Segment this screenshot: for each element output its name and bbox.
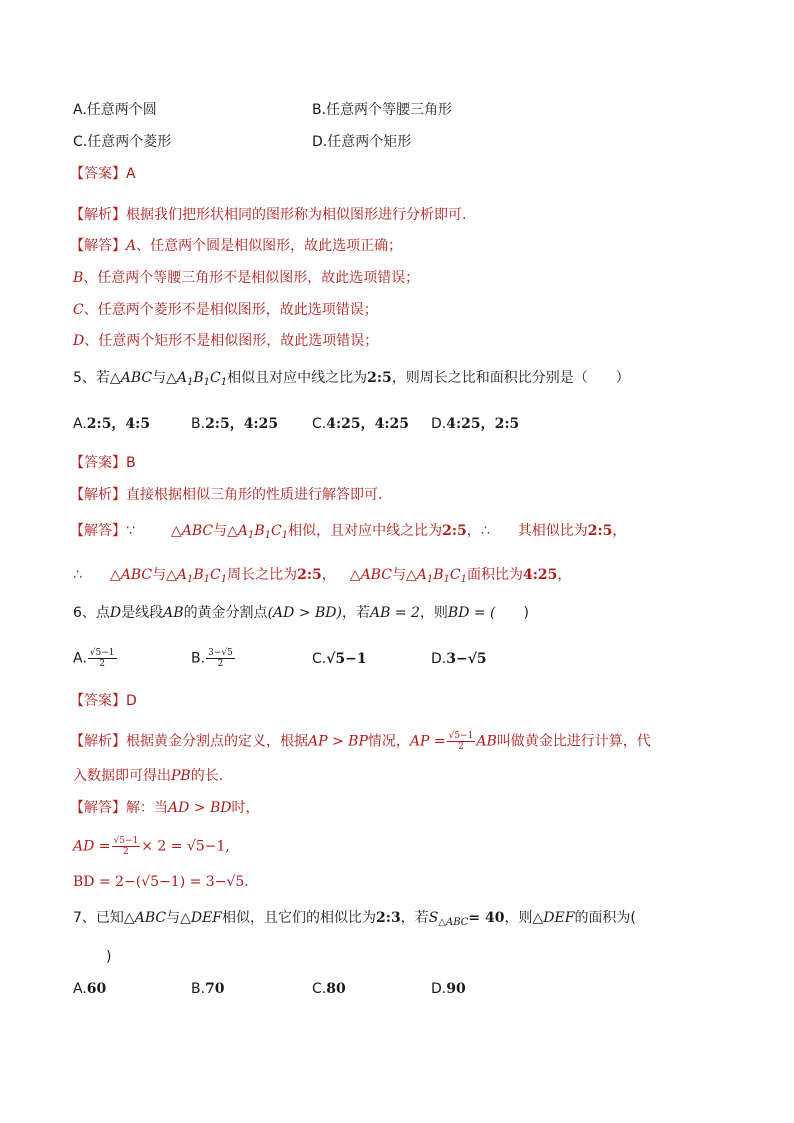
option-label: B. xyxy=(191,416,206,432)
comma: ， xyxy=(466,523,481,539)
option-label: C. xyxy=(312,416,327,432)
word-with: 与 xyxy=(166,910,181,926)
numerator: √5−1 xyxy=(448,731,474,741)
equation: AP = xyxy=(409,733,446,750)
option-label: A. xyxy=(73,650,87,667)
equation-lhs: AD = xyxy=(73,838,111,855)
option-value: 2:5，4:25 xyxy=(205,416,279,432)
answer-tag: 【答案】 xyxy=(70,455,126,471)
prev-option-a: A.任意两个圆 xyxy=(73,102,157,118)
q6-option-c xyxy=(312,649,367,669)
q5-solution-line-1 xyxy=(70,521,626,546)
equation: BD = ( xyxy=(447,605,496,621)
q7-number: 7、已知 xyxy=(73,910,124,926)
denominator: 2 xyxy=(217,659,224,669)
option-value: 70 xyxy=(205,981,225,997)
q6-answer-line xyxy=(70,691,137,711)
q5-answer-line xyxy=(70,453,136,473)
q5-analysis-line xyxy=(70,485,382,505)
var-ab: AB xyxy=(163,605,184,621)
q5-b1: B xyxy=(193,370,204,386)
q5-option-b xyxy=(191,414,278,434)
q5-a1: A xyxy=(176,370,187,386)
subscript: 1 xyxy=(247,530,255,541)
inequality: AD > BD xyxy=(168,800,232,816)
inequality: AP > BP xyxy=(308,733,368,750)
sol-text: 解：当 xyxy=(126,800,168,816)
q4-sol-c-label: C xyxy=(73,302,84,318)
fraction xyxy=(88,648,117,669)
word-with: 与 xyxy=(213,523,228,539)
q7-option-a xyxy=(73,979,106,999)
subscript: 1 xyxy=(426,574,434,585)
subscript: 1 xyxy=(220,574,228,585)
option-value: √5−1 xyxy=(326,651,367,667)
q7-option-d xyxy=(431,979,466,999)
solution-tag: 【解答】 xyxy=(70,523,126,539)
var-def: DEF xyxy=(543,910,575,926)
subscript: 1 xyxy=(460,574,467,585)
var-a: A xyxy=(237,523,248,539)
equation-rhs: × 2 = √5−1, xyxy=(141,838,230,855)
q5-solution-line-2 xyxy=(73,565,571,590)
subscript: 1 xyxy=(186,574,194,585)
analysis-text: 入数据即可得出 xyxy=(73,768,171,784)
q5-option-a xyxy=(73,414,150,434)
q4-solution-line-a xyxy=(70,236,402,256)
option-label: D. xyxy=(431,651,447,667)
option-value: 2:5，4:5 xyxy=(86,416,151,432)
var-abc: ABC xyxy=(134,910,167,926)
option-value: 4:25，2:5 xyxy=(446,416,520,432)
var-abc: ABC xyxy=(360,567,392,583)
subscript: 1 xyxy=(203,377,211,388)
denominator: 2 xyxy=(123,847,129,857)
q6-answer-value: D xyxy=(126,693,137,709)
analysis-tag: 【解析】 xyxy=(70,207,126,223)
q6-stem xyxy=(73,603,529,623)
q4-sol-a-label: A xyxy=(126,238,137,254)
option-value: 3−√5 xyxy=(446,651,487,667)
numerator: 3−√5 xyxy=(208,648,233,658)
triangle-symbol: △ xyxy=(166,370,177,386)
var-s: S xyxy=(428,910,439,926)
triangle-symbol: △ xyxy=(123,910,135,926)
q7-stem xyxy=(73,908,636,933)
because-symbol: ∵ xyxy=(126,523,135,539)
q6-solution-line-1 xyxy=(70,798,259,818)
option-label: D. xyxy=(431,981,447,997)
ratio: 4:25 xyxy=(522,567,558,583)
prev-option-c: C.任意两个菱形 xyxy=(73,134,172,150)
stem-text: ，则 xyxy=(419,605,448,621)
var-a: A xyxy=(176,567,187,583)
stem-text: 的面积为( xyxy=(574,910,636,926)
var-def: DEF xyxy=(190,910,223,926)
option-value: 90 xyxy=(446,981,466,997)
stem-text: ，若 xyxy=(400,910,429,926)
q6-option-d xyxy=(431,649,487,669)
stem-text: 相似，且它们的相似比为 xyxy=(222,910,377,926)
answer-tag: 【答案】 xyxy=(70,166,126,182)
paren-end: ) xyxy=(495,605,529,621)
q6-solution-line-2 xyxy=(73,836,230,857)
analysis-text: 的长. xyxy=(190,768,224,784)
var-d: D xyxy=(109,605,122,621)
q6-analysis-line-1 xyxy=(70,731,651,752)
q4-sol-a-text: 、任意两个圆是相似图形，故此选项正确； xyxy=(136,238,403,254)
ratio: 2:5 xyxy=(442,523,467,539)
q5-ratio: 2:5 xyxy=(367,370,392,386)
subscript: 1 xyxy=(186,377,194,388)
q5-answer-value: B xyxy=(126,455,136,471)
subscript: 1 xyxy=(443,574,450,585)
equation: BD = 2−(√5−1) = 3−√5. xyxy=(73,874,249,890)
q5-option-c xyxy=(312,414,409,434)
q4-sol-b-label: B xyxy=(73,270,84,286)
word-with: 与 xyxy=(152,567,167,583)
triangle-symbol: △ xyxy=(170,523,182,539)
q5-option-d xyxy=(431,414,519,434)
stem-text: 是线段 xyxy=(121,605,164,621)
q4-sol-d-label: D xyxy=(73,333,85,349)
triangle-symbol: △ xyxy=(532,910,544,926)
option-value: 60 xyxy=(86,981,107,997)
numerator: √5−1 xyxy=(113,836,139,846)
ratio: 2:5 xyxy=(587,523,613,539)
option-label: A. xyxy=(73,981,87,997)
var-b: B xyxy=(433,567,444,583)
var-pb: PB xyxy=(171,768,191,784)
option-label: A. xyxy=(73,416,87,432)
fraction xyxy=(447,731,476,752)
fraction xyxy=(206,648,235,669)
denominator: 2 xyxy=(99,659,106,669)
var-a: A xyxy=(416,567,427,583)
solution-tag: 【解答】 xyxy=(70,238,126,254)
condition: (AD > BD) xyxy=(267,605,342,621)
q4-sol-c-text: 、任意两个菱形不是相似图形，故此选项错误； xyxy=(83,302,378,318)
numerator: √5−1 xyxy=(89,648,115,658)
var-c: C xyxy=(271,523,282,539)
triangle-symbol: △ xyxy=(109,567,121,583)
q5-stem xyxy=(73,368,630,393)
subscript: 1 xyxy=(264,530,272,541)
var-c: C xyxy=(210,567,221,583)
sol-text: 时， xyxy=(231,800,260,816)
prev-option-b: B.任意两个等腰三角形 xyxy=(312,102,453,118)
prev-option-d: D.任意两个矩形 xyxy=(312,134,412,150)
denominator: 2 xyxy=(458,742,464,752)
stem-text: 的黄金分割点 xyxy=(183,605,268,621)
var-b: B xyxy=(193,567,204,583)
triangle-symbol: △ xyxy=(349,567,361,583)
subscript: 1 xyxy=(220,377,228,388)
therefore-symbol: ∴ xyxy=(480,523,490,539)
var-c: C xyxy=(449,567,461,583)
stem-text: ，若 xyxy=(341,605,370,621)
q4-answer-value: A xyxy=(126,166,136,182)
q5-abc: ABC xyxy=(120,370,153,386)
ratio: 2:3 xyxy=(376,910,401,926)
option-label: C. xyxy=(312,651,327,667)
sol-text: 相似，且对应中线之比为 xyxy=(288,523,443,539)
comma: ， xyxy=(557,567,572,583)
stem-text: ，则 xyxy=(504,910,533,926)
analysis-tag: 【解析】 xyxy=(70,487,126,503)
option-label: B. xyxy=(191,981,206,997)
q5-analysis-text: 直接根据相似三角形的性质进行解答即可. xyxy=(126,487,383,503)
q7-stem-line-2: ) xyxy=(106,949,112,965)
triangle-symbol: △ xyxy=(180,910,191,926)
analysis-text: 根据黄金分割点的定义，根据 xyxy=(126,733,308,750)
subscript: 1 xyxy=(203,574,211,585)
q5-with: 与 xyxy=(152,370,167,386)
q6-analysis-line-2 xyxy=(73,766,223,786)
q4-analysis-line xyxy=(70,205,466,225)
analysis-text: 叫做黄金比进行计算，代 xyxy=(496,733,651,750)
q6-number: 6、点 xyxy=(73,605,110,621)
comma: ， xyxy=(612,523,627,539)
q4-solution-line-c xyxy=(73,300,378,320)
q5-number: 5、若 xyxy=(73,370,110,386)
subscript: △ABC xyxy=(438,917,469,928)
q6-option-a xyxy=(73,648,118,669)
q4-solution-line-d xyxy=(73,331,378,351)
q5-stem-tail: ，则周长之比和面积比分别是（ ） xyxy=(391,370,630,386)
fraction xyxy=(112,836,141,857)
answer-tag: 【答案】 xyxy=(70,693,126,709)
var-b: B xyxy=(254,523,265,539)
triangle-symbol: △ xyxy=(405,567,417,583)
word-with: 与 xyxy=(391,567,406,583)
q4-answer-line xyxy=(70,164,136,184)
therefore-symbol: ∴ xyxy=(73,567,82,583)
solution-tag: 【解答】 xyxy=(70,800,126,816)
analysis-tag: 【解析】 xyxy=(70,733,126,750)
analysis-text: 情况， xyxy=(367,733,410,750)
q6-option-b xyxy=(191,648,236,669)
var-abc: ABC xyxy=(181,523,214,539)
sol-text: 周长之比为 xyxy=(227,567,298,583)
triangle-symbol: △ xyxy=(166,567,177,583)
q5-stem-rest: 相似且对应中线之比为 xyxy=(227,370,368,386)
var-abc: ABC xyxy=(120,567,153,583)
ratio: 2:5 xyxy=(297,567,322,583)
q7-option-c xyxy=(312,979,346,999)
option-label: D. xyxy=(431,416,447,432)
equation: AB = 2 xyxy=(369,605,420,621)
q4-sol-b-text: 、任意两个等腰三角形不是相似图形，故此选项错误； xyxy=(83,270,420,286)
option-value: 80 xyxy=(326,981,346,997)
option-label: B. xyxy=(191,650,206,667)
equation: = 40 xyxy=(468,910,505,926)
sol-text: 面积比为 xyxy=(466,567,523,583)
triangle-symbol: △ xyxy=(227,523,238,539)
triangle-symbol: △ xyxy=(109,370,121,386)
q4-solution-line-b xyxy=(73,268,419,288)
q6-solution-line-3 xyxy=(73,872,249,892)
q4-sol-d-text: 、任意两个矩形不是相似图形，故此选项错误； xyxy=(84,333,379,349)
comma: ， xyxy=(321,567,336,583)
option-value: 4:25，4:25 xyxy=(326,416,410,432)
q5-c1: C xyxy=(210,370,221,386)
q7-option-b xyxy=(191,979,225,999)
q4-analysis-text: 根据我们把形状相同的图形称为相似图形进行分析即可. xyxy=(126,207,467,223)
var-ab: AB xyxy=(476,733,497,750)
option-label: C. xyxy=(312,981,327,997)
subscript: 1 xyxy=(281,530,289,541)
sol-text: 其相似比为 xyxy=(517,523,588,539)
